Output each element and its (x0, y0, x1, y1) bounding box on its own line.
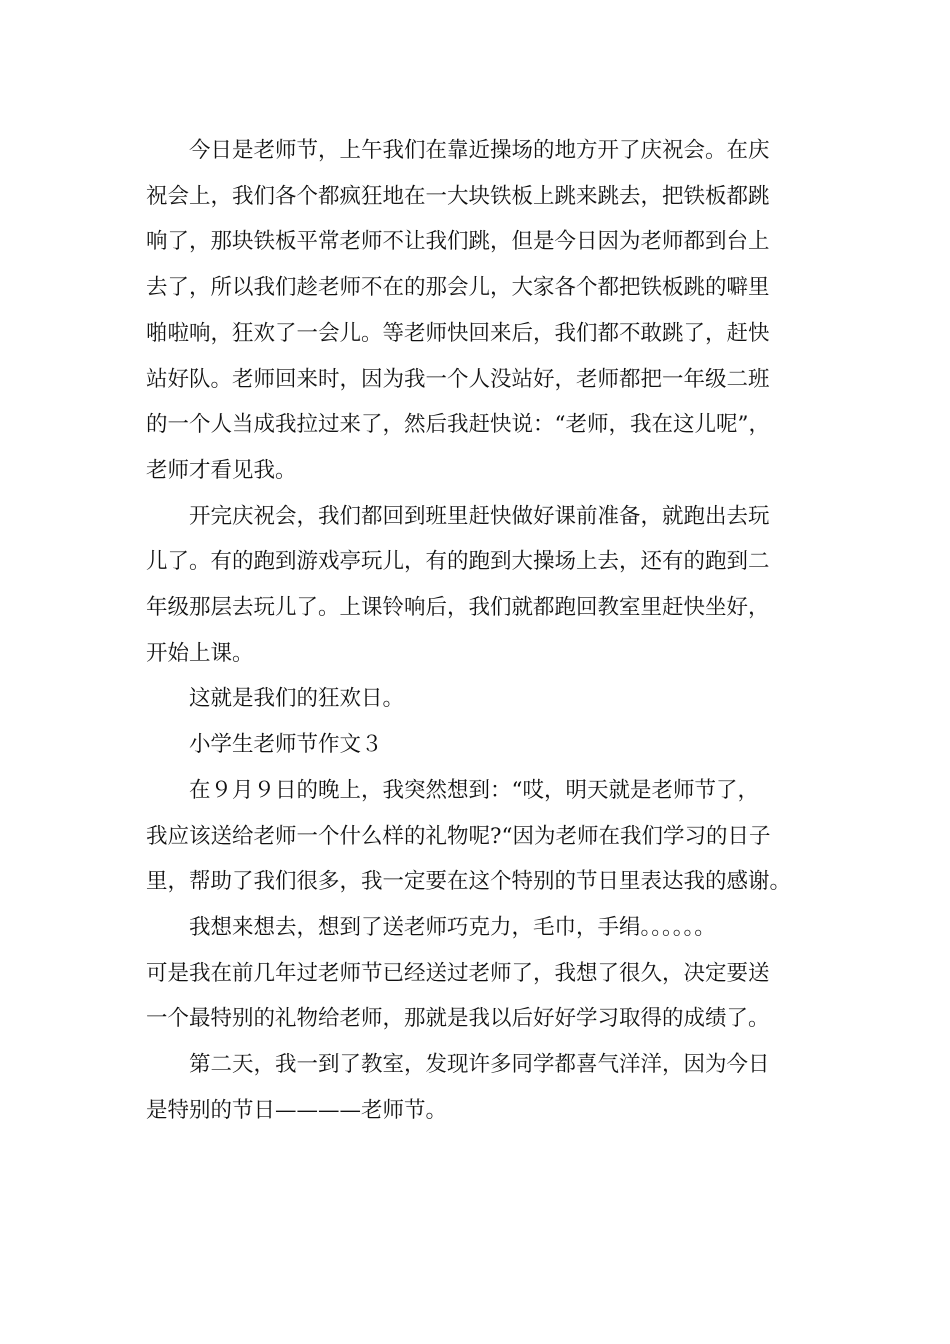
essay-heading (146, 722, 822, 768)
text-line: 里，帮助了我们很多，我一定要在这个特别的节日里表达我的感谢。 (146, 869, 792, 895)
text-line: 这就是我们的狂欢日。 (189, 686, 405, 712)
paragraph-after-celebration (146, 494, 822, 677)
text-line: 可是我在前几年过老师节已经送过老师了，我想了很久，决定要送 (146, 960, 770, 986)
text-line: 祝会上，我们各个都疯狂地在一大块铁板上跳来跳去，把铁板都跳 (146, 183, 770, 209)
text-line: 一个最特别的礼物给老师，那就是我以后好好学习取得的成绩了。 (146, 1006, 770, 1032)
paragraph-september-ninth (146, 768, 822, 905)
text-line: 站好队。老师回来时，因为我一个人没站好，老师都把一年级二班 (146, 366, 770, 392)
text-line: 响了，那块铁板平常老师不让我们跳，但是今日因为老师都到台上 (146, 229, 770, 255)
text-line: 我想来想去，想到了送老师巧克力，毛巾，手绢。。。。。。 (189, 914, 716, 940)
text-line: 老师才看见我。 (146, 457, 297, 483)
paragraph-carnival-day (146, 676, 822, 722)
document-body (146, 128, 822, 1133)
text-line: 开完庆祝会，我们都回到班里赶快做好课前准备，就跑出去玩 (189, 503, 770, 529)
text-line: 儿了。有的跑到游戏亭玩儿，有的跑到大操场上去，还有的跑到二 (146, 549, 770, 575)
text-line: 我应该送给老师一个什么样的礼物呢?“因为老师在我们学习的日子 (146, 823, 771, 849)
text-line: 第二天，我一到了教室，发现许多同学都喜气洋洋，因为今日 (189, 1052, 770, 1078)
text-line: 是特别的节日————老师节。 (146, 1097, 448, 1123)
text-line: 的一个人当成我拉过来了，然后我赶快说：“老师，我在这儿呢”， (146, 412, 770, 438)
text-line: 啪啦响，狂欢了一会儿。等老师快回来后，我们都不敢跳了，赶快 (146, 320, 770, 346)
text-line: 开始上课。 (146, 640, 254, 666)
paragraph-gift-ideas (146, 905, 822, 1042)
text-line: 年级那层去玩儿了。上课铃响后，我们就都跑回教室里赶快坐好， (146, 595, 770, 621)
text-line: 在９月９日的晚上，我突然想到：“哎，明天就是老师节了， (189, 777, 759, 803)
paragraph-next-day (146, 1042, 822, 1133)
essay-title: 小学生老师节作文３ (189, 732, 383, 758)
text-line: 去了，所以我们趁老师不在的那会儿，大家各个都把铁板跳的噼里 (146, 275, 770, 301)
text-line: 今日是老师节，上午我们在靠近操场的地方开了庆祝会。在庆 (189, 138, 770, 163)
paragraph-teachers-day-celebration (146, 128, 822, 494)
